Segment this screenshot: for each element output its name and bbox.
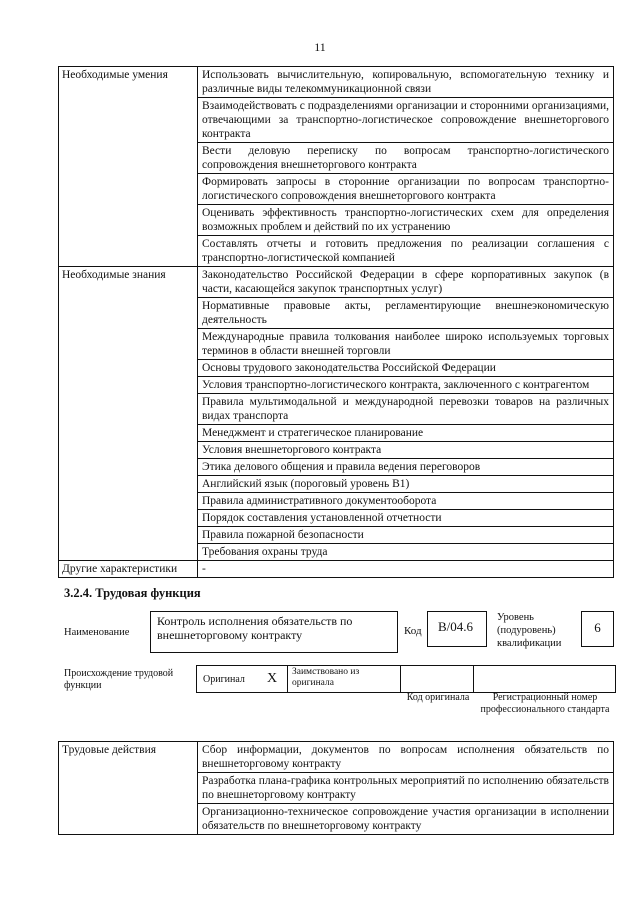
reg-number-caption: Регистрационный номер профессионального стандарта: [480, 692, 610, 715]
row-item-text: -: [198, 561, 614, 578]
row-group-label: Необходимые знания: [59, 267, 198, 561]
page-number: 11: [314, 40, 326, 54]
row-group-label: Другие характеристики: [59, 561, 198, 578]
row-item-text: Взаимодействовать с подразделениями организации и сторонними организациями, отвечающими за транспортно-логистическое сопровождение внешнеторгового контракта: [198, 98, 614, 143]
function-code-value: В/04.6: [438, 619, 474, 634]
original-label: Оригинал: [203, 674, 245, 685]
row-item-text: Нормативные правовые акты, регламентирующие внешнеэкономическую деятельность: [198, 298, 614, 329]
origin-reg-cell: [474, 666, 615, 692]
row-item-text: Правила пожарной безопасности: [198, 527, 614, 544]
row-group-label: Трудовые действия: [59, 742, 198, 835]
row-item-text: Условия внешнеторгового контракта: [198, 442, 614, 459]
level-box: [581, 611, 614, 647]
table-row: [59, 561, 614, 578]
row-item-text: Правила административного документооборота: [198, 493, 614, 510]
row-item-text: Условия транспортно-логистического контракта, заключенного с контрагентом: [198, 377, 614, 394]
function-code-box: [427, 611, 487, 647]
actions-table-body: [59, 742, 614, 835]
row-item-text: Оценивать эффективность транспортно-логистических схем для определения возможных проблем и действий по их устранению: [198, 205, 614, 236]
row-item-text: Использовать вычислительную, копировальную, вспомогательную технику и различные виды телекоммуникационной связи: [198, 67, 614, 98]
original-cell: [197, 666, 257, 692]
row-item-text: Сбор информации, документов по вопросам исполнения обязательств по внешнеторговому контракту: [198, 742, 614, 773]
function-name-value: Контроль исполнения обязательств по внешнеторговому контракту: [157, 614, 353, 642]
table-row: [59, 742, 614, 773]
table-row: [59, 67, 614, 98]
row-item-text: Порядок составления установленной отчетности: [198, 510, 614, 527]
row-item-text: Законодательство Российской Федерации в сфере корпоративных закупок (в части, касающейся закупок транспортных услуг): [198, 267, 614, 298]
level-value: 6: [594, 620, 601, 635]
actions-table: [58, 741, 614, 835]
row-item-text: Разработка плана-графика контрольных мероприятий по исполнению обязательств по внешнеторговому контракту: [198, 773, 614, 804]
row-item-text: Международные правила толкования наиболее широко используемых торговых терминов в области внешней торговли: [198, 329, 614, 360]
row-item-text: Этика делового общения и правила ведения переговоров: [198, 459, 614, 476]
row-item-text: Формировать запросы в сторонние организации по вопросам транспортно-логистического сопровождения внешнеторгового контракта: [198, 174, 614, 205]
borrowed-cell: [288, 666, 401, 692]
code-original-caption: Код оригинала: [406, 692, 470, 703]
origin-row: [196, 665, 616, 693]
section-title: 3.2.4. Трудовая функция: [64, 586, 201, 600]
borrowed-label: Заимствовано из оригинала: [292, 667, 360, 688]
original-mark-cell: [257, 666, 288, 692]
row-item-text: Основы трудового законодательства Российской Федерации: [198, 360, 614, 377]
origin-label: Происхождение трудовой функции: [64, 668, 174, 691]
table-row: [59, 267, 614, 298]
requirements-table: [58, 66, 614, 578]
row-item-text: Английский язык (пороговый уровень В1): [198, 476, 614, 493]
function-name-box: [150, 611, 398, 653]
row-group-label: Необходимые умения: [59, 67, 198, 267]
row-item-text: Требования охраны труда: [198, 544, 614, 561]
row-item-text: Менеджмент и стратегическое планирование: [198, 425, 614, 442]
name-label: Наименование: [64, 627, 130, 638]
row-item-text: Составлять отчеты и готовить предложения по реализации соглашения с транспортно-логистической компанией: [198, 236, 614, 267]
row-item-text: Организационно-техническое сопровождение участия организации в исполнении обязательств по внешнеторговому контракту: [198, 804, 614, 835]
code-label: Код: [404, 625, 422, 637]
original-mark: Х: [266, 671, 278, 686]
origin-code-cell: [401, 666, 474, 692]
level-label: Уровень (подуровень) квалификации: [497, 612, 562, 649]
requirements-table-body: [59, 67, 614, 578]
row-item-text: Правила мультимодальной и международной перевозки товаров на различных видах транспорта: [198, 394, 614, 425]
row-item-text: Вести деловую переписку по вопросам транспортно-логистического сопровождения внешнеторгового контракта: [198, 143, 614, 174]
